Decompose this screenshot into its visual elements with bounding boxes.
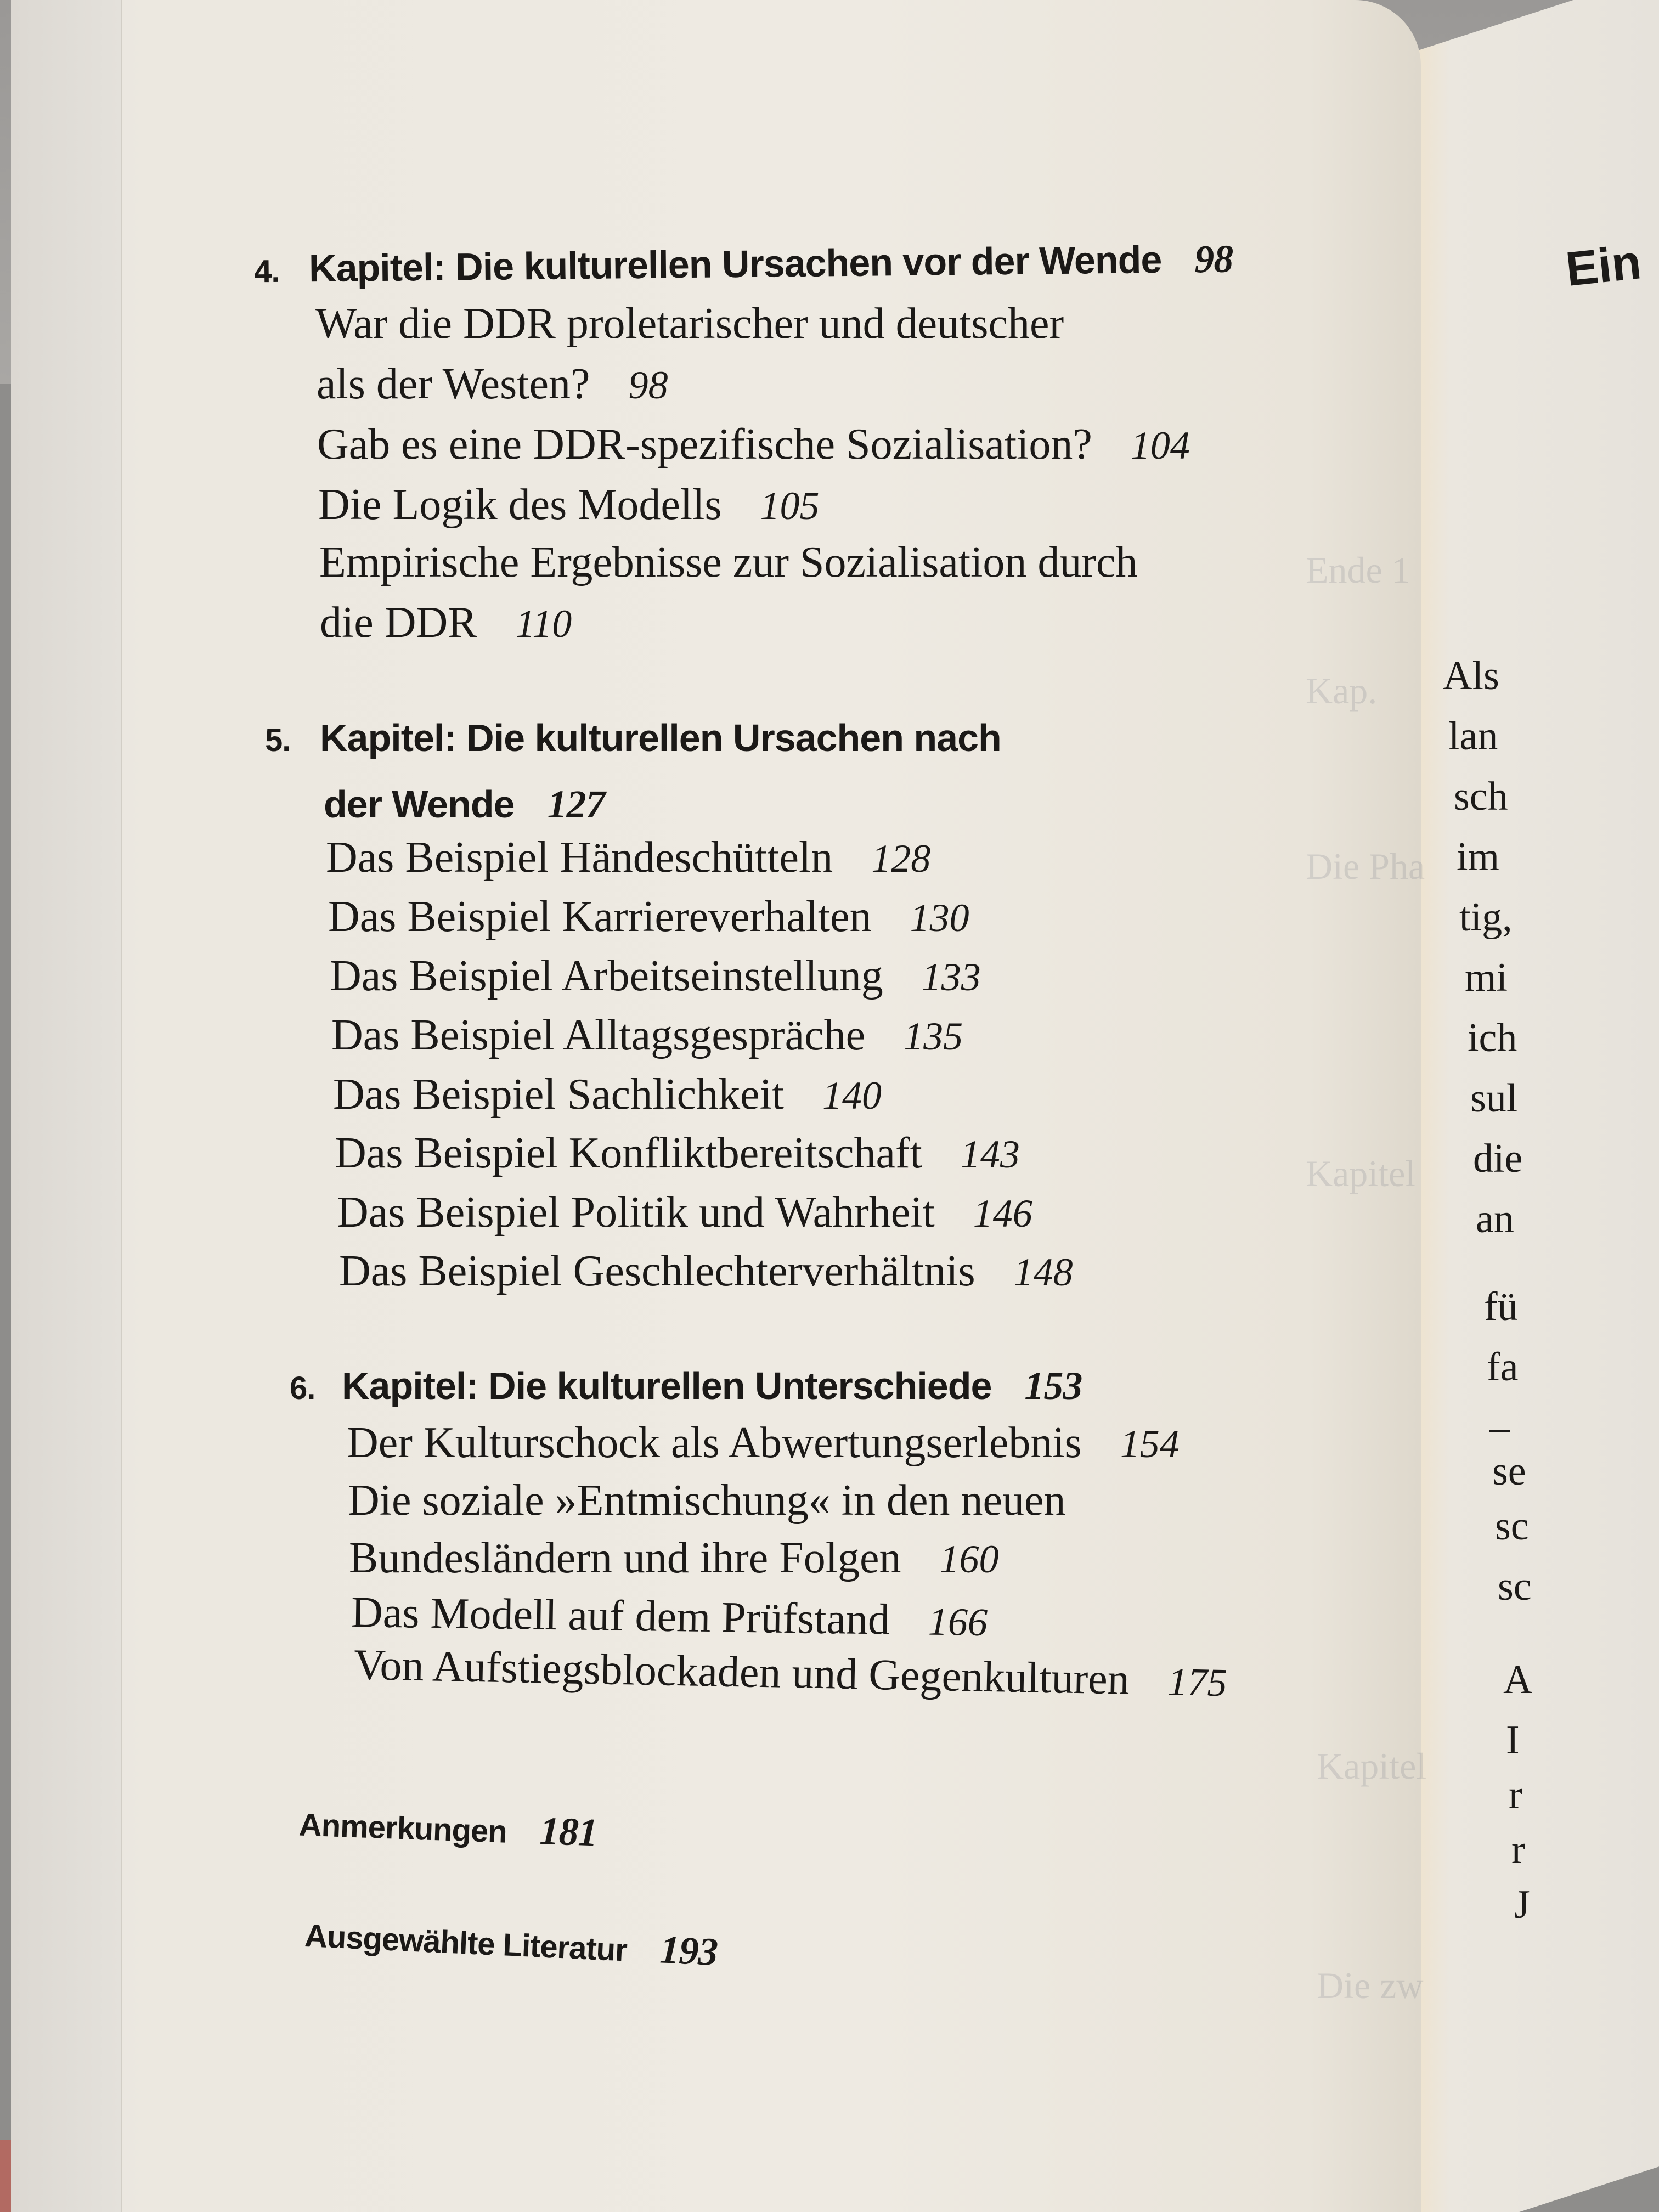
page-number: 110 — [515, 602, 572, 646]
toc-entry[interactable] — [337, 1188, 1032, 1238]
right-page-text-fragment: mi — [1465, 955, 1508, 1000]
entry-title: Das Beispiel Arbeitseinstellung — [330, 952, 883, 1000]
right-page — [1404, 0, 1659, 2212]
back-matter-notes[interactable] — [298, 1800, 599, 1856]
chapter-number: 5. — [265, 723, 291, 758]
entry-title: Gab es eine DDR-spezifische Sozialisation? — [317, 420, 1092, 469]
toc-entry[interactable] — [335, 1128, 1020, 1178]
toc-entry[interactable] — [353, 1640, 1227, 1707]
entry-title: Das Beispiel Alltagsgespräche — [331, 1011, 866, 1059]
right-page-text-fragment: fa — [1487, 1345, 1519, 1390]
right-page-text-fragment: sc — [1495, 1504, 1529, 1549]
right-page-text-fragment: A — [1503, 1657, 1533, 1702]
entry-title: Das Beispiel Geschlechterverhältnis — [339, 1247, 975, 1295]
right-page-text-fragment: Als — [1443, 653, 1499, 698]
page-number: 143 — [960, 1132, 1020, 1176]
toc-entry[interactable] — [351, 1588, 988, 1646]
right-page-text-fragment: r — [1509, 1773, 1522, 1818]
page-number: 193 — [659, 1927, 719, 1974]
page-number: 133 — [921, 955, 981, 999]
page-number: 105 — [760, 484, 820, 528]
entry-title: Das Beispiel Sachlichkeit — [333, 1070, 785, 1119]
entry-title: Das Beispiel Konfliktbereitschaft — [335, 1129, 922, 1177]
page-number: 140 — [822, 1074, 882, 1118]
entry-title: Anmerkungen — [298, 1807, 507, 1850]
chapter-6-heading[interactable] — [290, 1363, 1082, 1409]
right-page-text-fragment: sul — [1470, 1076, 1518, 1121]
right-page-text-fragment: sc — [1498, 1564, 1532, 1609]
toc-entry[interactable] — [333, 1070, 882, 1120]
entry-title: die DDR — [320, 599, 477, 647]
table-of-contents: Ende 1 Kap. Die Pha Kapitel Kapitel Die zw 4. Kapitel: Die kulturellen Ursachen vor der Wende 98 War die DDR proletarischer und deutscher als der Westen? 98 Gab es eine DDR-spezifische Sozialisation? 104 Die Logik des Modells 105 Empirische Ergebnisse zur Sozialisation durch die DDR 110 5. Kapitel: Die kulturellen Ursachen nach der Wende 127 Das Beispiel Händeschütteln 128 Das Beispiel Karriereverhalten 130 Das Beispiel Arbeitseinstellung 133 Das Beispiel Alltagsgespräche 135 Das Beispiel Sachlichkeit 140 Das Beispiel Konfliktbereitschaft 143 Das Beispiel Politik und Wahrheit 146 Das Beispiel Geschlechterverhältnis 148 6. Kapitel: Die kulturellen Unterschiede 153 Der Kulturschock als Abwertungserlebnis 154 Die soziale »Entmischung« in den neuen Bundesländern und ihre Folgen 160 Das Modell auf dem Prüfstand 166 Von Aufstiegsblockaden und Gegenkulturen 175 Anmerkungen 181 Ausgewählte Literatur 193 — [253, 236, 1427, 2006]
chapter-5-heading[interactable] — [265, 716, 1001, 760]
right-page-text-fragment: J — [1514, 1882, 1530, 1927]
entry-title: Die soziale »Entmischung« in den neuen — [348, 1476, 1066, 1525]
page-number: 148 — [1013, 1250, 1073, 1294]
toc-entry[interactable] — [326, 833, 930, 883]
toc-entry[interactable] — [317, 420, 1190, 470]
toc-entry[interactable] — [348, 1476, 1066, 1526]
page-number: 181 — [539, 1808, 599, 1855]
entry-title: Der Kulturschock als Abwertungserlebnis — [347, 1419, 1082, 1467]
toc-entry[interactable] — [330, 951, 981, 1001]
entry-title: Die Logik des Modells — [318, 481, 722, 529]
chapter-title: Kapitel: Die kulturellen Ursachen vor der Wende — [308, 238, 1162, 290]
toc-entry[interactable] — [319, 538, 1137, 588]
chapter-title: der Wende — [324, 783, 515, 826]
page-number: 135 — [904, 1014, 963, 1058]
toc-entry[interactable] — [349, 1533, 998, 1583]
entry-title: War die DDR proletarischer und deutscher — [315, 300, 1064, 348]
entry-title: Ausgewählte Literatur — [303, 1917, 628, 1968]
right-page-text-fragment: tig, — [1459, 895, 1513, 940]
right-page-text-fragment: – — [1489, 1405, 1510, 1450]
entry-title: Das Modell auf dem Prüfstand — [351, 1588, 890, 1644]
right-page-text-fragment: die — [1473, 1136, 1523, 1181]
right-page-text-fragment: r — [1511, 1827, 1525, 1872]
chapter-title: Kapitel: Die kulturellen Ursachen nach — [320, 716, 1001, 759]
right-page-text-fragment: fü — [1484, 1284, 1518, 1329]
entry-title: Das Beispiel Politik und Wahrheit — [337, 1188, 935, 1237]
page-number: 175 — [1167, 1660, 1228, 1705]
toc-entry[interactable] — [317, 359, 668, 409]
page-number: 160 — [939, 1537, 999, 1581]
entry-title: Empirische Ergebnisse zur Sozialisation durch — [319, 538, 1138, 586]
chapter-4-heading[interactable] — [254, 236, 1233, 292]
page-number: 130 — [910, 896, 969, 940]
toc-entry[interactable] — [315, 299, 1064, 349]
chapter-number: 6. — [290, 1370, 315, 1406]
back-matter-literature[interactable] — [304, 1911, 719, 1975]
entry-title: Das Beispiel Händeschütteln — [326, 833, 833, 882]
page-number: 127 — [547, 782, 605, 826]
chapter-number: 4. — [253, 253, 280, 290]
toc-entry[interactable] — [331, 1011, 963, 1060]
chapter-5-heading-continued[interactable] — [324, 782, 605, 827]
right-page-text-fragment: se — [1492, 1449, 1526, 1494]
right-page-text-fragment: lan — [1448, 714, 1498, 759]
chapter-title: Kapitel: Die kulturellen Unterschiede — [342, 1364, 992, 1407]
toc-entry[interactable] — [339, 1246, 1073, 1296]
page-number: 146 — [973, 1192, 1032, 1235]
toc-entry[interactable] — [328, 892, 969, 942]
page-number: 153 — [1024, 1364, 1082, 1408]
page-number: 98 — [628, 363, 668, 407]
entry-title: Von Aufstiegsblockaden und Gegenkulturen — [353, 1640, 1130, 1704]
toc-entry[interactable] — [320, 598, 572, 648]
entry-title: Das Beispiel Karriereverhalten — [328, 893, 872, 941]
right-page-text-fragment: an — [1476, 1197, 1514, 1242]
toc-entry[interactable] — [318, 480, 819, 530]
page-number: 166 — [928, 1599, 988, 1645]
right-page-heading: Ein — [1563, 234, 1644, 297]
toc-entry[interactable] — [347, 1418, 1180, 1468]
right-page-text-fragment: I — [1506, 1718, 1520, 1763]
page-number: 104 — [1130, 424, 1190, 467]
entry-title: Bundesländern und ihre Folgen — [349, 1534, 901, 1582]
entry-title: als der Westen? — [317, 360, 590, 408]
right-page-text-fragment: sch — [1454, 774, 1508, 819]
page-number: 128 — [871, 837, 931, 881]
page-number: 98 — [1194, 236, 1233, 281]
right-page-text-fragment: ich — [1468, 1015, 1517, 1060]
right-page-text-fragment: im — [1457, 834, 1500, 879]
page-number: 154 — [1120, 1422, 1180, 1466]
